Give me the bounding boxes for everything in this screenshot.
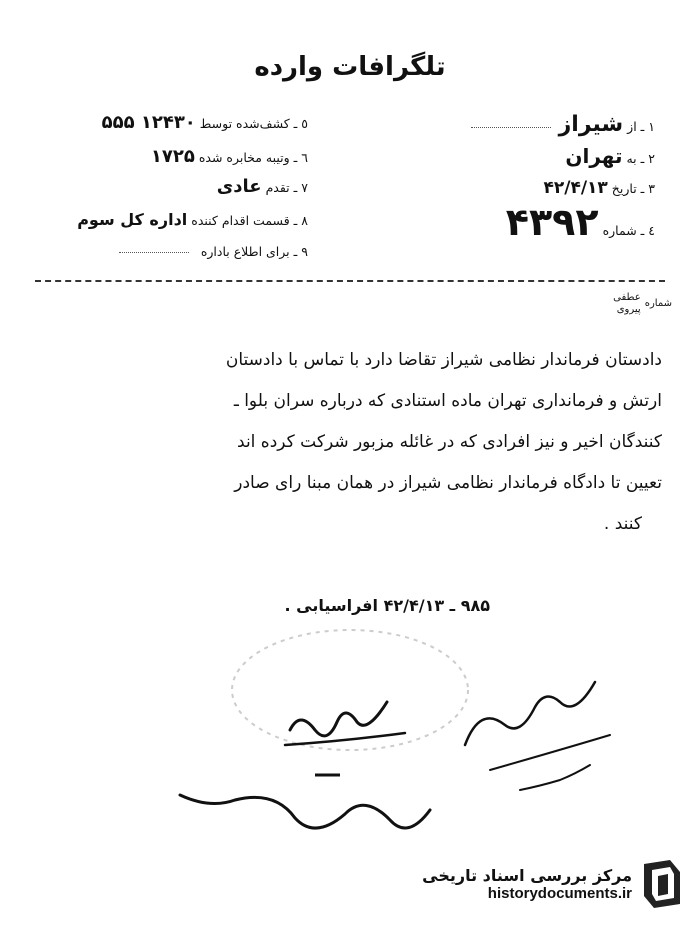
field-number-value: ۴۳۹۲ — [505, 200, 599, 244]
watermark — [394, 856, 684, 912]
body-line: تعیین تا دادگاه فرماندار نظامی شیراز در همان مبنا رای صادر — [234, 473, 662, 493]
footer-reference: ۹۸۵ ـ ۴۲/۴/۱۳ افراسیابی . — [284, 596, 490, 615]
field-to — [565, 144, 655, 168]
field-from-label: ۱ ـ از — [627, 119, 655, 134]
watermark-fa: مرکز بررسی اسناد تاریخی — [422, 866, 632, 885]
field-date — [543, 178, 655, 198]
field-action-dept-label: ٨ ـ قسمت اقدام کننده — [191, 213, 308, 228]
field-for-info-dots — [119, 251, 189, 253]
signature-right-underline — [490, 735, 610, 770]
signature-center — [290, 702, 387, 736]
field-priority-label: ٧ ـ تقدم — [265, 180, 308, 195]
field-for-info-label: ٩ ـ برای اطلاع باداره — [200, 244, 308, 259]
watermark-en: historydocuments.ir — [487, 885, 632, 902]
field-date-label: ۳ ـ تاریخ — [611, 181, 655, 196]
faint-stamp-outline — [232, 630, 468, 750]
reference-note-line-2: پیروی — [616, 304, 641, 315]
body-line: ارتش و فرمانداری تهران ماده استنادی که درباره سران بلوا ـ — [233, 391, 662, 411]
field-to-value: تهران — [565, 144, 623, 168]
field-priority — [217, 176, 308, 197]
field-number — [506, 200, 655, 244]
body-line: کنند . — [603, 514, 642, 534]
field-action-dept — [77, 210, 308, 229]
field-from-dots — [471, 126, 551, 128]
field-transmitted — [151, 146, 308, 167]
reference-note-line-1: عطفی — [613, 292, 641, 303]
field-priority-value: عادی — [216, 176, 262, 197]
field-transmitted-label: ٦ ـ وتیبه مخابره شده — [198, 150, 308, 165]
field-to-label: ۲ ـ به — [626, 151, 655, 166]
field-from-value: شیراز — [558, 112, 624, 137]
field-for-info — [115, 244, 308, 259]
reference-note-label: شماره — [644, 298, 672, 309]
telegram-body — [42, 340, 662, 545]
field-decoded-by — [102, 112, 308, 133]
field-transmitted-value: ۱۷۲۵ — [150, 146, 195, 167]
watermark-logo-icon — [640, 858, 684, 910]
body-line: کنندگان اخیر و نیز افرادی که در غائله مزبور شرکت کرده اند — [237, 432, 662, 452]
field-decoded-by-value: ۱۲۴۳۰ ۵۵۵ — [101, 112, 196, 133]
field-action-dept-value: اداره کل سوم — [77, 210, 188, 229]
mark-bottom-left — [180, 795, 430, 828]
body-line: دادستان فرماندار نظامی شیراز تقاضا دارد با تماس با دادستان — [225, 350, 662, 370]
signature-center-underline — [285, 733, 405, 745]
document-title: تلگرافات وارده — [254, 52, 446, 82]
signature-right — [465, 682, 595, 745]
reference-note — [613, 292, 672, 316]
mark-right-date — [520, 765, 590, 790]
dashed-divider — [35, 280, 665, 282]
field-number-label: ٤ ـ شماره — [602, 223, 655, 238]
field-decoded-by-label: ٥ ـ کشف‌شده توسط — [199, 116, 308, 131]
handwritten-annotations — [0, 620, 700, 850]
field-from — [467, 112, 655, 137]
field-date-value: ۴۲/۴/۱۳ — [543, 178, 608, 198]
